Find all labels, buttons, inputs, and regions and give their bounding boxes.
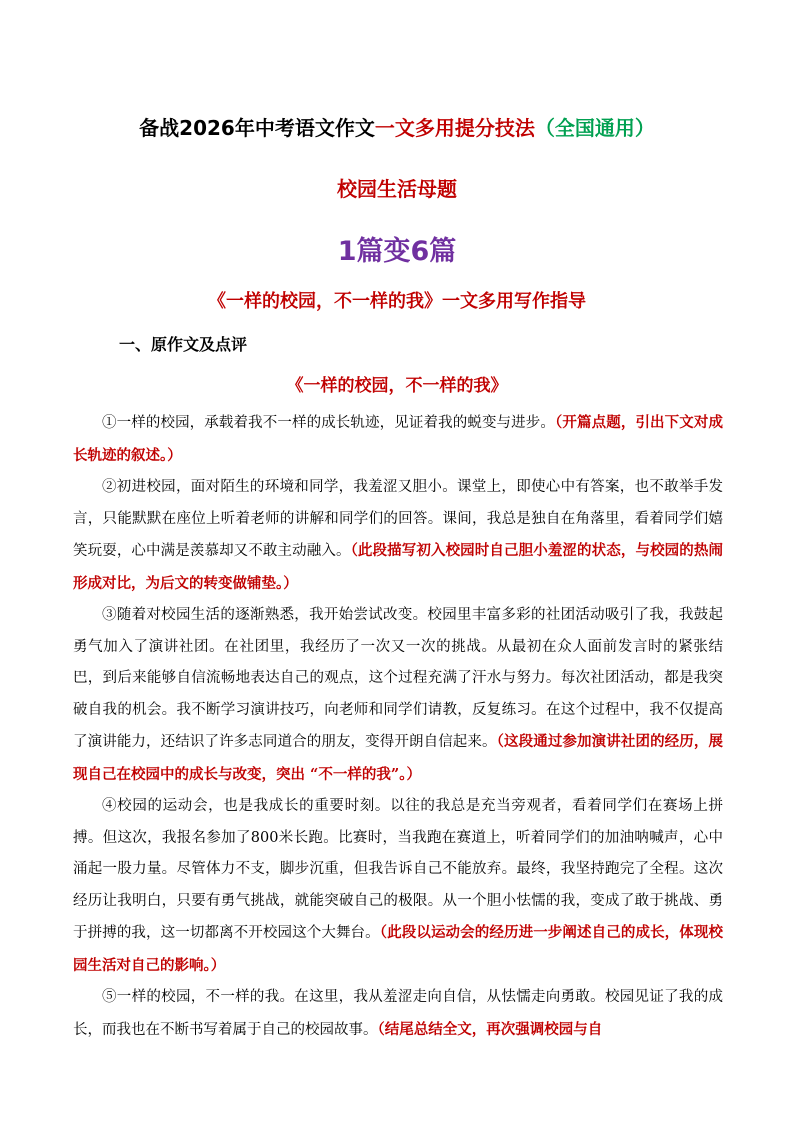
paragraph-text: ②初进校园，面对陌生的环境和同学，我羞涩又胆小。课堂上，即使心中有答案，也不敢举手发言，只能默默在座位上听着老师的讲解和同学们的回答。课间，我总是独自在角落里，看着同学们嬉笑玩耍，心中满是羡慕却又不敢主动融入。 (73, 479, 723, 559)
title-part-technique: 一文多用提分技法 (374, 116, 535, 140)
document-subtitle: 校园生活母题 (337, 177, 457, 201)
essay-paragraph-1 (73, 407, 723, 472)
big-title: 1篇变6篇 (337, 236, 457, 267)
paragraph-comment: （此段以运动会的经历进一步阐述自己的成长，体现校园生活对自己的影响。） (73, 924, 723, 974)
title-part-main: 备战2026年中考语文作文 (139, 116, 375, 140)
paragraph-comment: （这段通过参加演讲社团的经历，展现自己在校园中的成长与改变，突出 “不一样的我”。） (73, 733, 724, 783)
essay-paragraph-4 (73, 791, 723, 982)
title-part-scope: （全国通用） (534, 116, 655, 140)
essay-title: 《一样的校园，不一样的我》 (286, 376, 508, 396)
essay-paragraph-2 (73, 472, 723, 600)
paragraph-text: ⑤一样的校园，不一样的我。在这里，我从羞涩走向自信，从怯懦走向勇敢。校园见证了我的成长，而我也在不断书写着属于自己的校园故事。 (73, 989, 723, 1038)
paragraph-text: ①一样的校园，承载着我不一样的成长轨迹，见证着我的蜕变与进步。 (102, 415, 556, 431)
section-heading: 一、原作文及点评 (119, 335, 248, 354)
essay-body (73, 407, 723, 1046)
paragraph-text: ④校园的运动会，也是我成长的重要时刻。以往的我总是充当旁观者，看着同学们在赛场上拼搏。但这次，我报名参加了800米长跑。比赛时，当我跑在赛道上，听着同学们的加油呐喊声，心中涌起一股力量。尽管体力不支，脚步沉重，但我告诉自己不能放弃。最终，我坚持跑完了全程。这次经历让我明白，只要有勇气挑战，就能突破自己的极限。从一个胆小怯懦的我，变成了敢于挑战、勇于拼搏的我，这一切都离不开校园这个大舞台。 (73, 798, 723, 941)
paragraph-text: ③随着对校园生活的逐渐熟悉，我开始尝试改变。校园里丰富多彩的社团活动吸引了我，我鼓起勇气加入了演讲社团。在社团里，我经历了一次又一次的挑战。从最初在众人面前发言时的紧张结巴，到后来能够自信流畅地表达自己的观点，这个过程充满了汗水与努力。每次社团活动，都是我突破自我的机会。我不断学习演讲技巧，向老师和同学们请教，反复练习。在这个过程中，我不仅提高了演讲能力，还结识了许多志同道合的朋友，变得开朗自信起来。 (73, 607, 723, 750)
paragraph-comment: （开篇点题，引出下文对成长轨迹的叙述。） (73, 414, 724, 464)
essay-paragraph-3 (73, 600, 723, 791)
document-title (0, 113, 794, 143)
essay-paragraph-5 (73, 982, 723, 1046)
paragraph-comment: （结尾总结全文，再次强调校园与自 (377, 1020, 603, 1038)
paragraph-comment: （此段描写初入校园时自己胆小羞涩的状态，与校园的热闹形成对比，为后文的转变做铺垫。） (73, 542, 724, 592)
guide-title: 《一样的校园，不一样的我》一文多用写作指导 (208, 291, 586, 312)
